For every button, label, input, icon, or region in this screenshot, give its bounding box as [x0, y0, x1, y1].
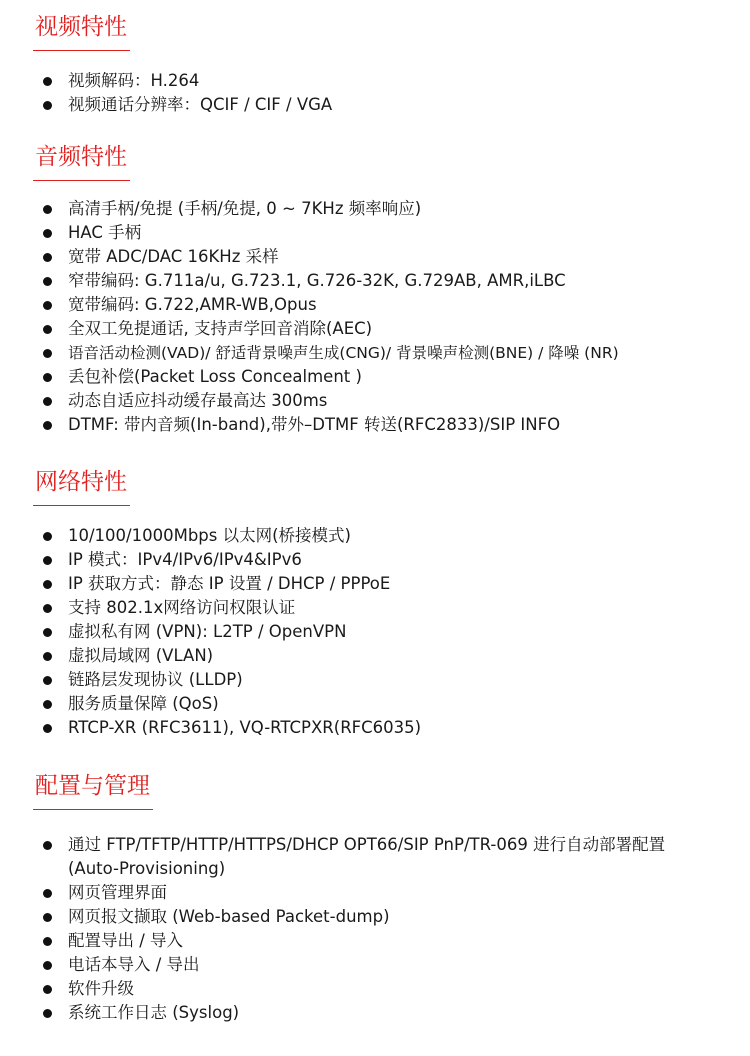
bullet-icon [43, 889, 52, 898]
list-item-text: 虚拟私有网 (VPN): L2TP / OpenVPN [68, 622, 347, 641]
bullet-icon [43, 961, 52, 970]
list-item [0, 317, 619, 341]
list-item [0, 929, 708, 953]
list-item [0, 69, 332, 93]
bullet-icon [43, 101, 52, 110]
list-item-text: DTMF: 带内音频(In-band),带外–DTMF 转送(RFC2833)/SIP INFO [68, 415, 561, 434]
list-item [0, 524, 421, 548]
section-title: 配置与管理 [35, 773, 150, 799]
list-item [0, 245, 619, 269]
list-item [0, 905, 708, 929]
bullet-icon [43, 77, 52, 86]
list-item [0, 953, 708, 977]
bullet-icon [43, 301, 52, 310]
list-item [0, 1001, 708, 1025]
list-item [0, 197, 619, 221]
list-item-text: 链路层发现协议 (LLDP) [68, 670, 243, 689]
bullet-icon [43, 229, 52, 238]
list-item [0, 413, 619, 437]
list-item [0, 644, 421, 668]
list-item-text: 视频通话分辨率：QCIF / CIF / VGA [68, 95, 333, 114]
list-item-text: IP 获取方式：静态 IP 设置 / DHCP / PPPoE [68, 574, 391, 593]
list-item [0, 269, 619, 293]
bullet-icon [43, 676, 52, 685]
bullet-list [0, 833, 708, 1025]
list-item-text: RTCP-XR (RFC3611), VQ-RTCPXR(RFC6035) [68, 718, 422, 737]
list-item [0, 977, 708, 1001]
list-item-text: 通过 FTP/TFTP/HTTP/HTTPS/DHCP OPT66/SIP PnP/TR-069 进行自动部署配置 (Auto-Provisioning) [68, 835, 666, 878]
list-item-text: 宽带编码: G.722,AMR-WB,Opus [68, 295, 317, 314]
bullet-icon [43, 349, 52, 358]
bullet-icon [43, 628, 52, 637]
bullet-icon [43, 580, 52, 589]
list-item-text: 软件升级 [68, 979, 134, 998]
bullet-icon [43, 532, 52, 541]
list-item-text: 宽带 ADC/DAC 16KHz 采样 [68, 247, 279, 266]
list-item-text: 虚拟局域网 (VLAN) [68, 646, 214, 665]
list-item [0, 833, 708, 881]
list-item-text: HAC 手柄 [68, 223, 142, 242]
list-item-text: 窄带编码: G.711a/u, G.723.1, G.726-32K, G.729AB, AMR,iLBC [68, 271, 566, 290]
list-item [0, 293, 619, 317]
list-item [0, 93, 332, 117]
list-item-text: 服务质量保障 (QoS) [68, 694, 219, 713]
title-underline [33, 50, 130, 51]
bullet-icon [43, 277, 52, 286]
list-item [0, 716, 421, 740]
bullet-icon [43, 985, 52, 994]
list-item-text: 支持 802.1x网络访问权限认证 [68, 598, 296, 617]
bullet-icon [43, 397, 52, 406]
section-title: 网络特性 [35, 469, 127, 495]
list-item [0, 668, 421, 692]
list-item [0, 572, 421, 596]
bullet-icon [43, 841, 52, 850]
list-item [0, 548, 421, 572]
bullet-icon [43, 1009, 52, 1018]
title-underline [33, 809, 153, 810]
list-item-text: 全双工免提通话, 支持声学回音消除(AEC) [68, 319, 373, 338]
list-item [0, 341, 619, 365]
list-item-text: 10/100/1000Mbps 以太网(桥接模式) [68, 526, 351, 545]
list-item-text: IP 模式：IPv4/IPv6/IPv4&IPv6 [68, 550, 302, 569]
bullet-icon [43, 652, 52, 661]
bullet-icon [43, 913, 52, 922]
bullet-icon [43, 604, 52, 613]
title-underline [33, 505, 130, 506]
bullet-icon [43, 700, 52, 709]
bullet-icon [43, 325, 52, 334]
bullet-list [0, 69, 332, 117]
bullet-icon [43, 937, 52, 946]
bullet-icon [43, 421, 52, 430]
bullet-icon [43, 253, 52, 262]
bullet-list [0, 197, 619, 437]
bullet-icon [43, 556, 52, 565]
list-item-text: 电话本导入 / 导出 [68, 955, 200, 974]
list-item [0, 881, 708, 905]
bullet-list [0, 524, 421, 740]
list-item-text: 配置导出 / 导入 [68, 931, 184, 950]
section-title: 音频特性 [35, 144, 127, 170]
list-item-text: 高清手柄/免提 (手柄/免提, 0 ~ 7KHz 频率响应) [68, 199, 422, 218]
title-underline [33, 180, 130, 181]
list-item [0, 692, 421, 716]
list-item-text: 网页管理界面 [68, 883, 167, 902]
list-item [0, 389, 619, 413]
list-item [0, 221, 619, 245]
bullet-icon [43, 205, 52, 214]
list-item-text: 丢包补偿(Packet Loss Concealment ) [68, 367, 362, 386]
bullet-icon [43, 373, 52, 382]
list-item-text: 网页报文撷取 (Web-based Packet-dump) [68, 907, 390, 926]
list-item-text: 系统工作日志 (Syslog) [68, 1003, 240, 1022]
section-title: 视频特性 [35, 14, 127, 40]
list-item-text: 视频解码：H.264 [68, 71, 200, 90]
list-item-text: 语音活动检测(VAD)/ 舒适背景噪声生成(CNG)/ 背景噪声检测(BNE) / 降噪 (NR) [68, 344, 619, 362]
list-item [0, 596, 421, 620]
list-item [0, 365, 619, 389]
list-item-text: 动态自适应抖动缓存最高达 300ms [68, 391, 328, 410]
list-item [0, 620, 421, 644]
bullet-icon [43, 724, 52, 733]
